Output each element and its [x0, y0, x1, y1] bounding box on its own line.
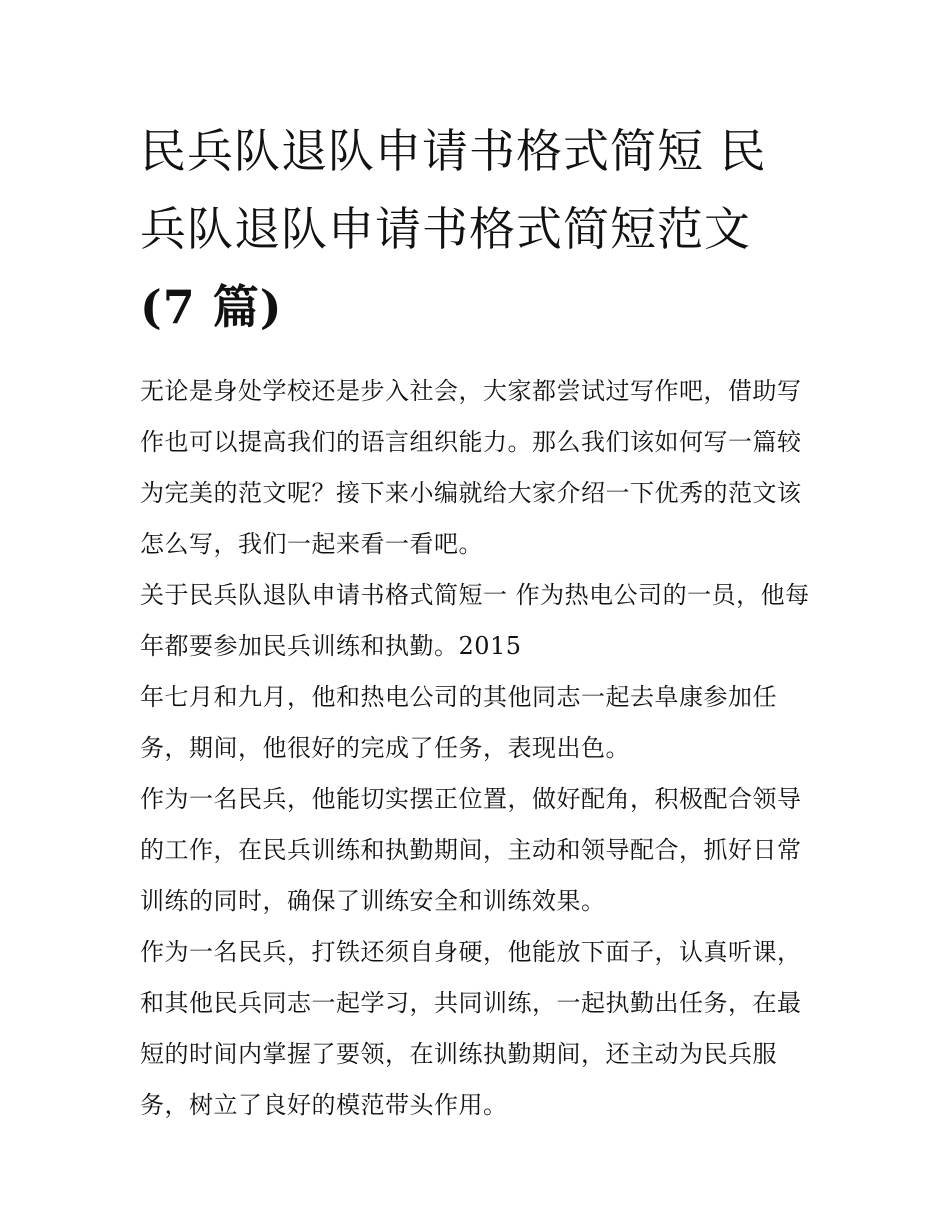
paragraph-role-model: 作为一名民兵，打铁还须自身硬，他能放下面子，认真听课，和其他民兵同志一起学习，共同训练，一起执勤出任务，在最短的时间内掌握了要领，在训练执勤期间，还主动为民兵服务，树立了良好的模范带头作用。 — [140, 938, 802, 1119]
paragraph-section-one-start: 关于民兵队退队申请书格式简短一 作为热电公司的一员，他每年都要参加民兵训练和执勤。2015 — [140, 581, 810, 660]
paragraph-fukang-task: 年七月和九月，他和热电公司的其他同志一起去阜康参加任务，期间，他很好的完成了任务，表现出色。 — [140, 683, 777, 762]
document-content — [140, 112, 812, 1131]
document-title — [140, 112, 812, 346]
document-body — [140, 366, 812, 1131]
paragraph-cooperation: 作为一名民兵，他能切实摆正位置，做好配角，积极配合领导的工作，在民兵训练和执勤期间，主动和领导配合，抓好日常训练的同时，确保了训练安全和训练效果。 — [140, 785, 802, 915]
paragraph-intro: 无论是身处学校还是步入社会，大家都尝试过写作吧，借助写作也可以提高我们的语言组织能力。那么我们该如何写一篇较为完美的范文呢？接下来小编就给大家介绍一下优秀的范文该怎么写，我们一起来看一看吧。 — [140, 377, 802, 558]
title-suffix: (7 篇) — [140, 280, 283, 334]
title-text: 民兵队退队申请书格式简短 民兵队退队申请书格式简短范文 — [140, 124, 767, 256]
